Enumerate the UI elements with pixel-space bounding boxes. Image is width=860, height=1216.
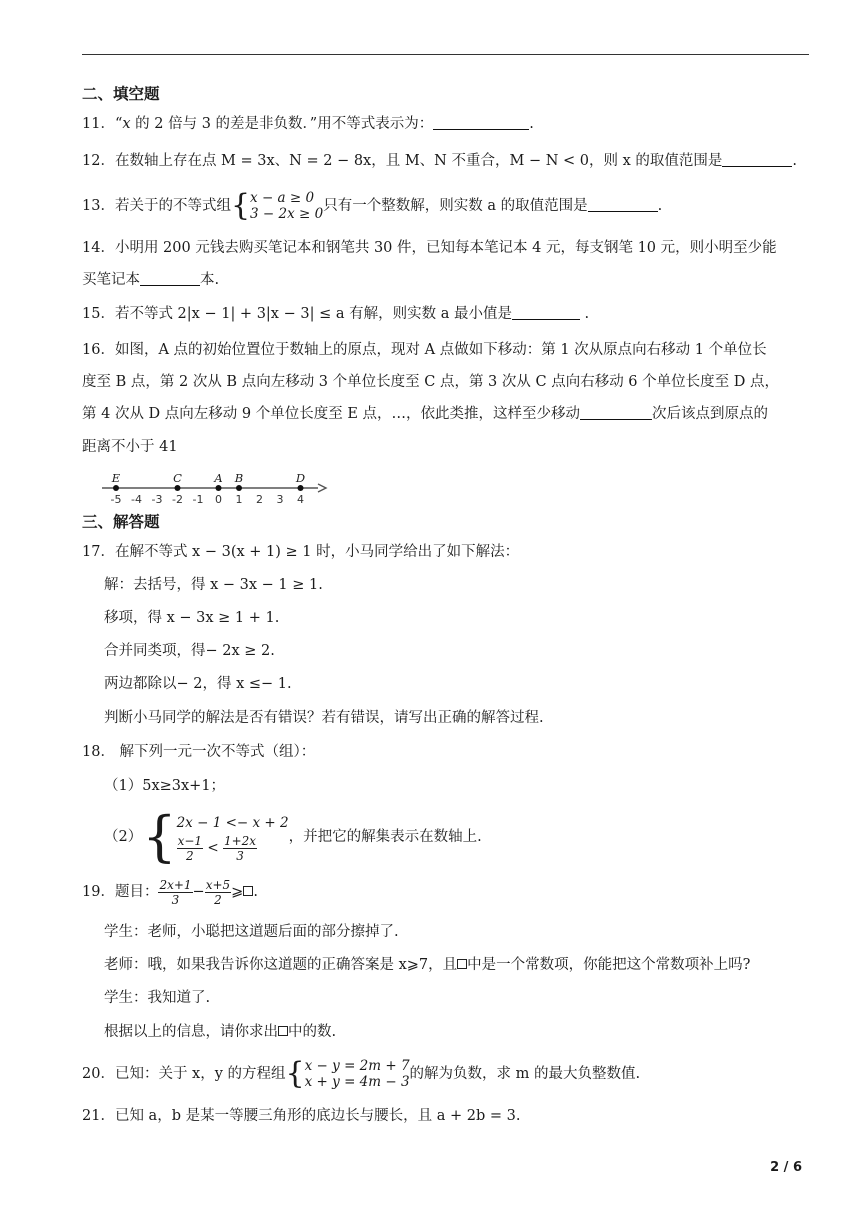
tick-label: -5 [110,493,122,506]
tick-label: -4 [131,493,142,506]
answer-blank[interactable] [580,405,652,420]
question-15: 15．若不等式 2|x − 1| + 3|x − 3| ≤ a 有解，则实数 a 最小值是 . [82,306,590,322]
header-rule [82,54,809,55]
tick-label: 0 [215,493,222,506]
question-16-line2: 度至 B 点，第 2 次从 B 点向左移动 3 个单位长度至 C 点，第 3 次从 C 点向右移动 6 个单位长度至 D 点， [82,374,779,390]
erased-box [457,959,467,969]
tick-label: 1 [235,493,243,506]
question-17: 17．在解不等式 x − 3(x + 1) ≥ 1 时，小马同学给出了如下解法： [82,544,520,560]
question-14-line1: 14．小明用 200 元钱去购买笔记本和钢笔共 30 件，已知每本笔记本 4 元，每支钢笔 10 元，则小明至少能 [82,240,777,256]
point-label-a: A [214,471,223,485]
erased-box [278,1026,288,1036]
inequality-system: 2x − 1 <− x + 2 $\frac{x-1}{2}$ < $\frac{1+2x}{3}$ [176,814,289,863]
answer-blank[interactable] [722,152,792,167]
question-number: 19． [82,884,115,900]
question-20: 20．已知：关于 x，y 的方程组{ x − y = 2m + 7 x + y = 4m − 3 的解为负数，求 m 的最大负整数值. [82,1056,641,1091]
solution-step-4: 两边都除以− 2，得 x ≤− 1. [104,676,292,692]
question-number: 12． [82,153,115,169]
question-number: 16． [82,342,115,358]
section-title-fill: 二、填空题 [82,85,160,103]
tick-label: 3 [276,493,284,506]
point-label-e: E [111,471,121,485]
question-19-teacher: 老师：哦，如果我告诉你这道题的正确答案是 x⩾7，且 中是一个常数项，你能把这个常数项补上吗? [104,957,751,973]
question-number: 17． [82,544,115,560]
question-19-student-reply: 学生：我知道了. [104,990,211,1006]
system-brace: { [230,188,251,223]
question-number: 11． [82,116,115,132]
answer-blank[interactable] [433,115,529,130]
system-brace: { [285,1056,305,1091]
question-16-line4: 距离不小于 41 [82,439,178,455]
question-number: 21． [82,1108,115,1124]
question-21: 21．已知 a，b 是某一等腰三角形的底边长与腰长，且 a + 2b = 3. [82,1108,521,1124]
question-19-student: 学生：老师，小聪把这道题后面的部分擦掉了. [104,924,399,940]
question-16-line3: 第 4 次从 D 点向左移动 9 个单位长度至 E 点，…，依此类推，这样至少移动 次后该点到原点的 [82,406,769,422]
point-label-c: C [173,471,182,485]
question-18-part1: （1）5x≥3x+1； [104,778,226,794]
question-18-part2: （2）{ 2x − 1 <− x + 2 $\frac{x-1}{2}$ < $\frac{1+2x}{3}$ ，并把它的解集表示在数轴上. [104,805,482,868]
tick-label: -2 [172,493,183,506]
question-number: 18． [82,744,115,760]
tick-label: -1 [192,493,204,506]
inequality-system: x − a ≥ 0 3 − 2x ≥ 0 [250,190,324,222]
point-e [113,485,119,491]
tick-label: 2 [256,493,263,506]
answer-blank[interactable] [140,271,200,286]
question-18: 18． 解下列一元一次不等式（组）： [82,744,316,760]
system-brace: { [142,805,177,868]
question-12: 12．在数轴上存在点 M = 3x、N = 2 − 8x，且 M、N 不重合，M − N < 0，则 x 的取值范围是 . [82,153,797,169]
answer-blank[interactable] [512,305,580,320]
question-number: 15． [82,306,115,322]
question-number: 13． [82,198,115,214]
question-14-line2: 买笔记本 本. [82,272,220,288]
point-label-d: D [295,471,306,485]
tick-label: 4 [297,493,304,506]
point-b [236,485,242,491]
question-13: 13．若关于的不等式组{ x − a ≥ 0 3 − 2x ≥ 0 只有一个整数解，则实数 a 的取值范围是 . [82,188,663,223]
page-number: 2 / 6 [770,1160,802,1175]
point-a [216,485,222,491]
section-title-answer: 三、解答题 [82,513,160,531]
question-16-line1: 16．如图，A 点的初始位置位于数轴上的原点，现对 A 点做如下移动：第 1 次从原点向右移动 1 个单位长 [82,342,767,358]
answer-blank[interactable] [588,197,658,212]
equation-system: x − y = 2m + 7 x + y = 4m − 3 [304,1058,410,1090]
solution-step-1: 解：去括号，得 x − 3x − 1 ≥ 1. [104,577,323,593]
question-19: 19．题目： $\frac{2x+1}{3}$ − $\frac{x+5}{2}$ ⩾ . [82,877,258,907]
solution-step-2: 移项，得 x − 3x ≥ 1 + 1. [104,610,280,626]
question-11: 11．“x 的 2 倍与 3 的差是非负数．”用不等式表示为： . [82,116,534,132]
number-line-figure [96,466,336,506]
point-d [298,485,304,491]
tick-label: -3 [151,493,163,506]
point-c [175,485,181,491]
solution-step-3: 合并同类项，得− 2x ≥ 2. [104,643,275,659]
question-19-ask: 根据以上的信息，请你求出 中的数. [104,1024,337,1040]
erased-box [243,886,253,896]
question-17-ask: 判断小马同学的解法是否有错误？若有错误，请写出正确的解答过程. [104,710,544,726]
question-number: 14． [82,240,115,256]
point-label-b: B [234,471,244,485]
number-line-arrow [318,484,326,492]
question-number: 20． [82,1066,115,1082]
